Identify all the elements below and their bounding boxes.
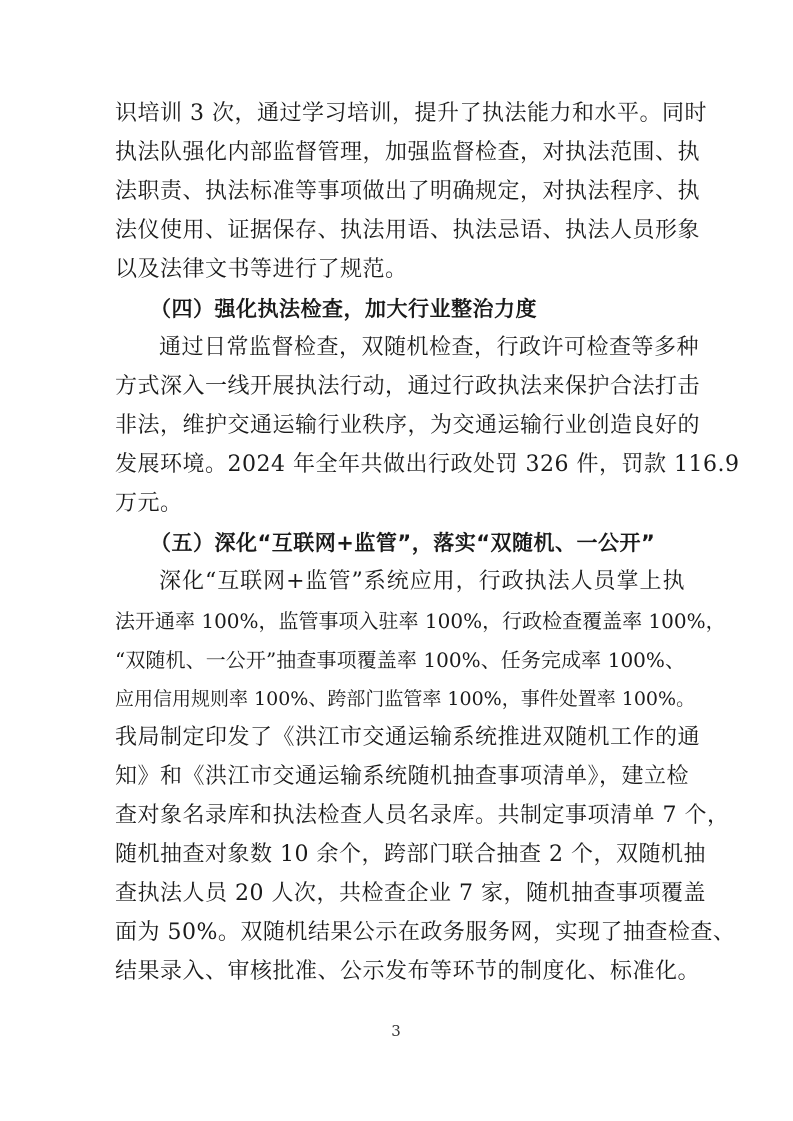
body-text-line: 法仪使用、证据保存、执法用语、执法忌语、执法人员形象	[115, 218, 701, 243]
section-heading-4: （四）强化执法检查，加大行业整治力度	[150, 297, 537, 321]
body-text-line: 我局制定印发了《洪江市交通运输系统推进双随机工作的通	[115, 725, 701, 750]
body-text-line: 以及法律文书等进行了规范。	[115, 257, 408, 282]
body-text-line: 随机抽查对象数 10 余个，跨部门联合抽查 2 个，双随机抽	[115, 842, 706, 867]
body-text-line: 识培训 3 次，通过学习培训，提升了执法能力和水平。同时	[115, 101, 707, 126]
section-heading-5: （五）深化“互联网+监管”，落实“双随机、一公开”	[150, 531, 656, 555]
body-text-line: 法职责、执法标准等事项做出了明确规定，对执法程序、执	[115, 179, 701, 204]
body-text-line: 面为 50%。双随机结果公示在政务服务网，实现了抽查检查、	[115, 920, 736, 945]
body-text-line: 知》和《洪江市交通运输系统随机抽查事项清单》，建立检	[115, 764, 690, 789]
body-text-line: 查对象名录库和执法检查人员名录库。共制定事项清单 7 个，	[115, 803, 730, 828]
page-number: 3	[391, 1022, 401, 1040]
body-text-line: 深化“互联网+监管”系统应用，行政执法人员掌上执	[159, 569, 685, 594]
body-text-line: 结果录入、审核批准、公示发布等环节的制度化、标准化。	[115, 959, 701, 984]
body-text-line: 方式深入一线开展执法行动，通过行政执法来保护合法打击	[115, 374, 701, 399]
body-text-line: 查执法人员 20 人次，共检查企业 7 家，随机抽查事项覆盖	[115, 881, 706, 906]
body-text-line: 非法，维护交通运输行业秩序，为交通运输行业创造良好的	[115, 413, 701, 438]
body-text-line: 通过日常监督检查，双随机检查，行政许可检查等多种	[159, 335, 700, 360]
body-text-line: 万元。	[115, 491, 183, 516]
body-text-line: 法开通率 100%，监管事项入驻率 100%，行政检查覆盖率 100%，	[115, 609, 726, 633]
body-text-line: 发展环境。2024 年全年共做出行政处罚 326 件，罚款 116.9	[115, 452, 740, 477]
body-text-line: 应用信用规则率 100%、跨部门监管率 100%，事件处置率 100%。	[115, 688, 696, 710]
body-text-line: “双随机、一公开”抽查事项覆盖率 100%、任务完成率 100%、	[115, 648, 685, 672]
body-text-line: 执法队强化内部监督管理，加强监督检查，对执法范围、执	[115, 140, 701, 165]
